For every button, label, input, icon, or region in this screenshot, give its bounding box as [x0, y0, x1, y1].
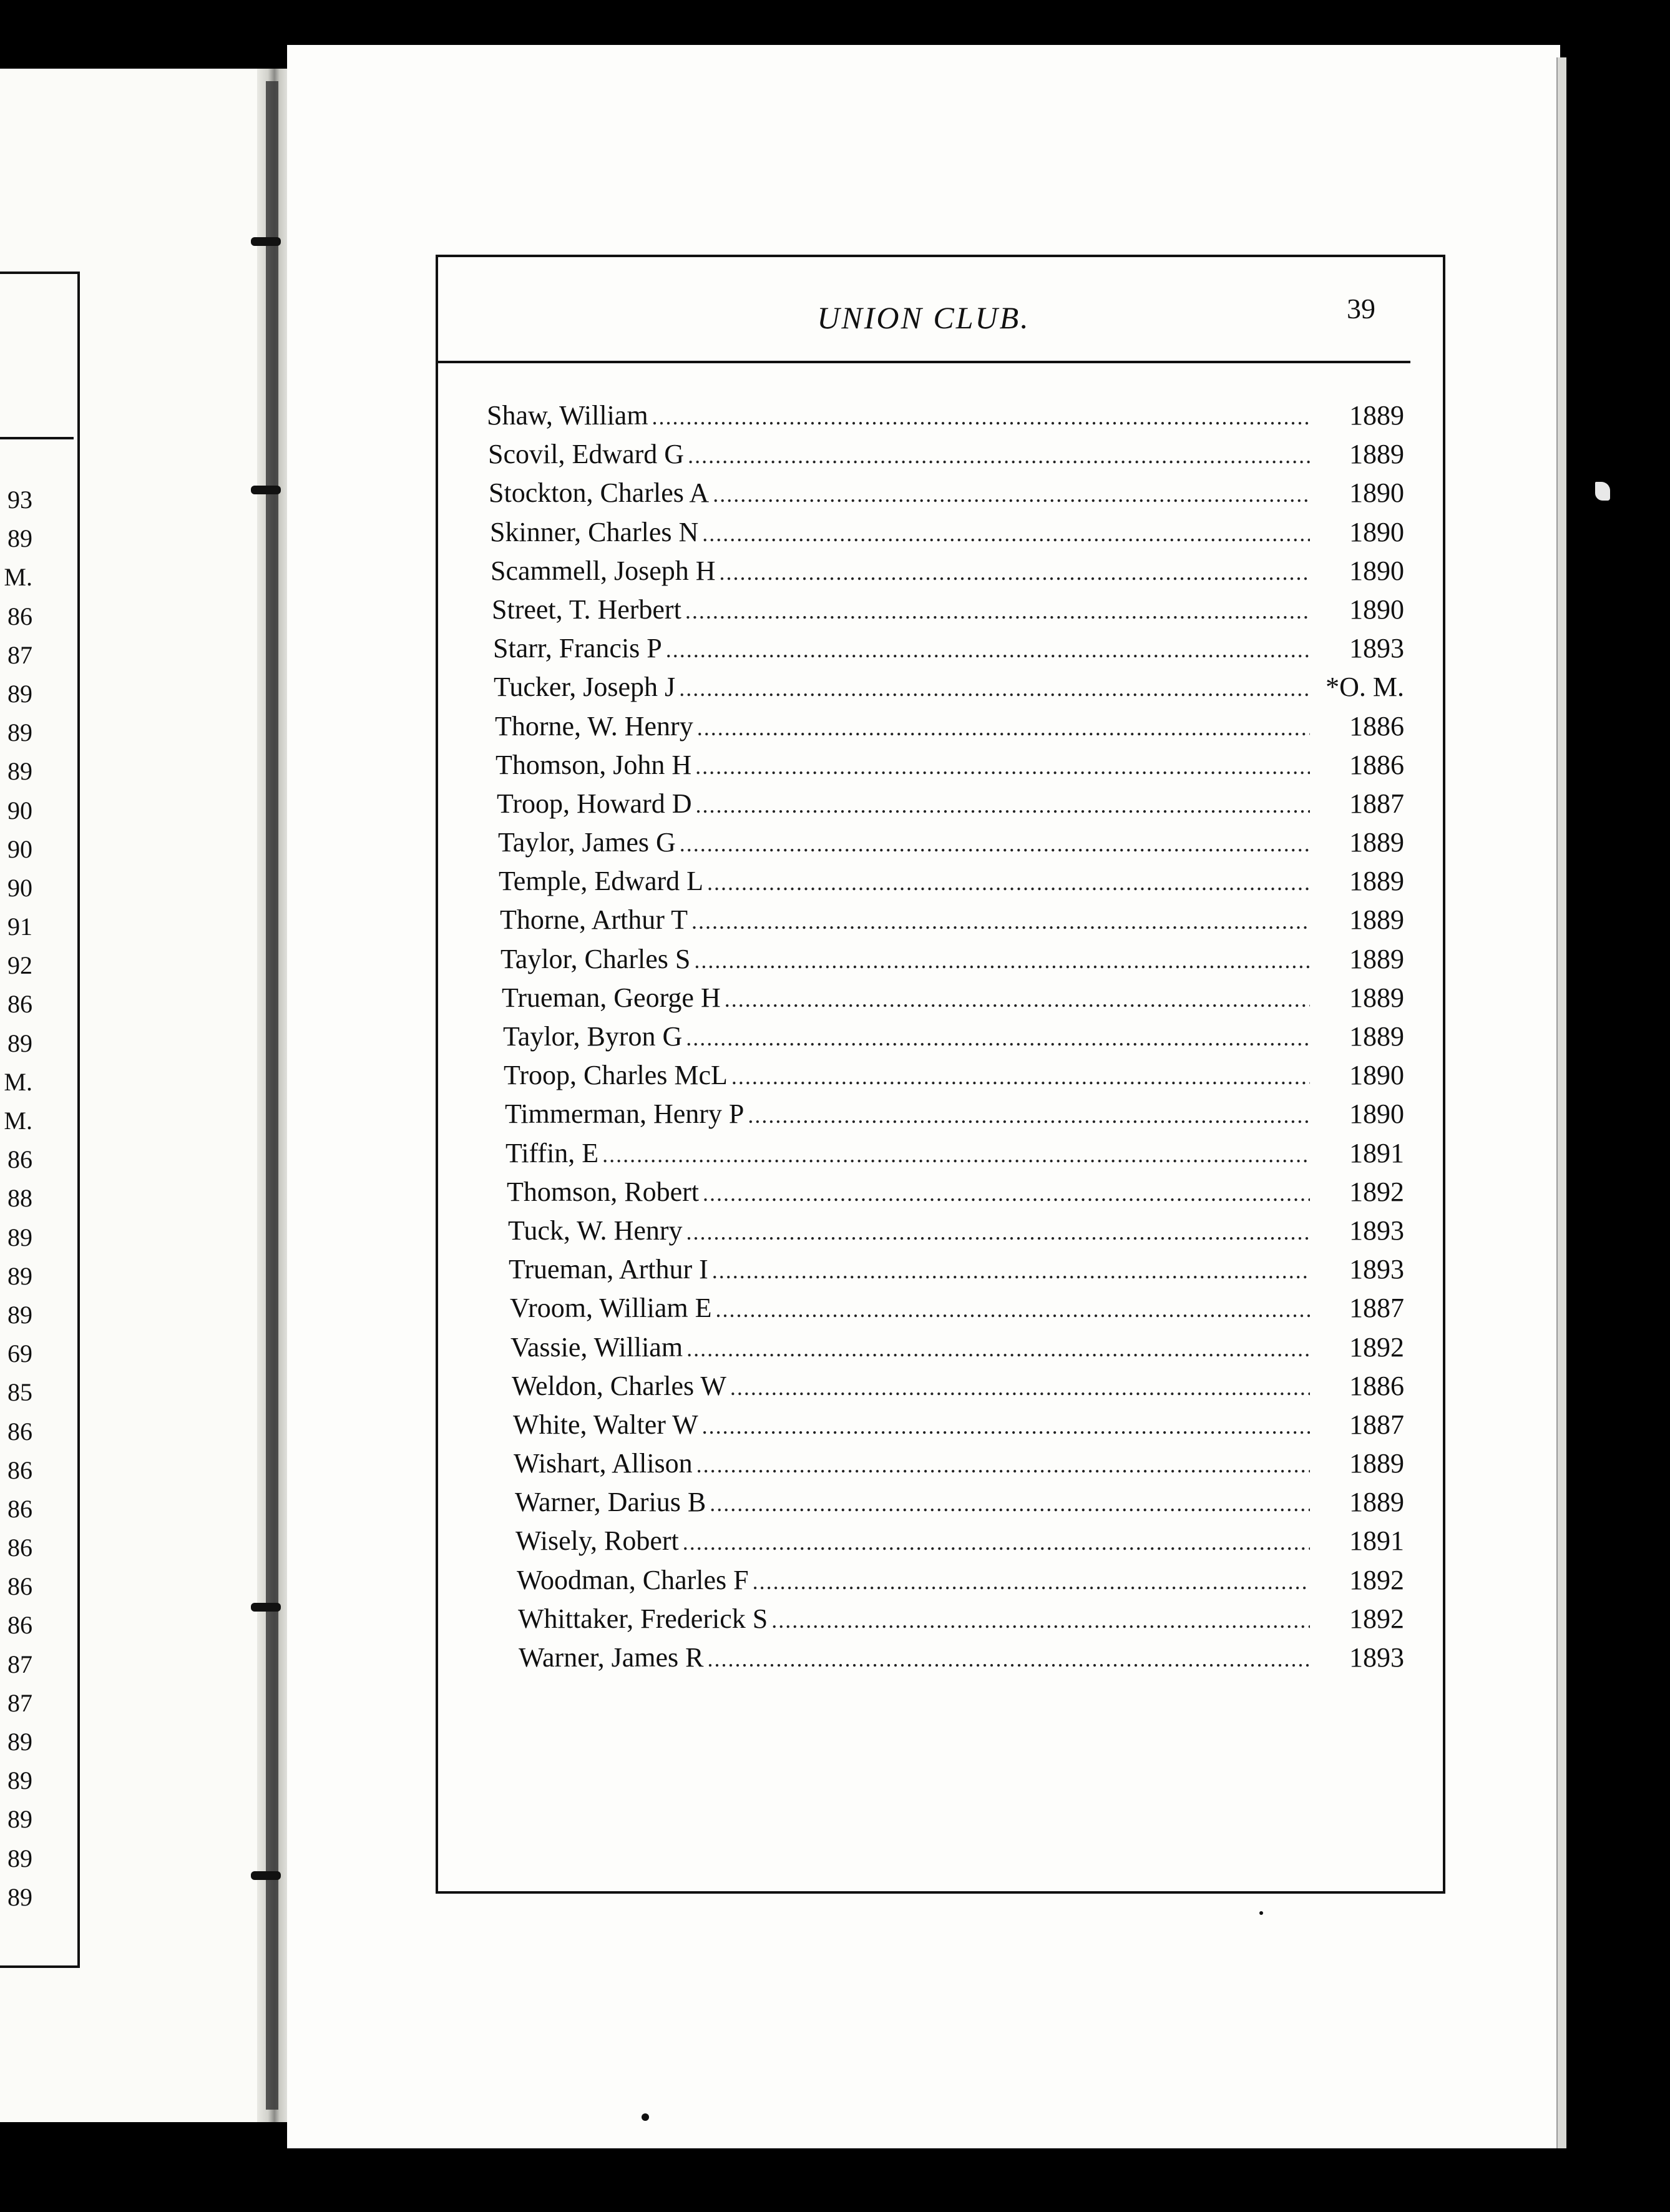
previous-page-year: 69 — [7, 1339, 32, 1368]
member-year: 1890 — [1349, 516, 1404, 547]
dot-leader — [602, 1142, 1310, 1168]
previous-page-year: 89 — [7, 679, 32, 708]
member-entry — [487, 1603, 1404, 1642]
member-year: 1893 — [1349, 633, 1404, 664]
member-name: Tucker, Joseph J — [494, 672, 676, 703]
member-name: Stockton, Charles A — [489, 477, 710, 509]
member-year: 1889 — [1349, 1487, 1404, 1518]
previous-page — [0, 69, 257, 2122]
member-year: *O. M. — [1326, 672, 1404, 703]
member-year: 1886 — [1349, 1370, 1404, 1401]
binding-stitch — [251, 1603, 281, 1612]
member-entry — [487, 1486, 1404, 1525]
dot-leader — [683, 1529, 1310, 1555]
dot-leader — [652, 404, 1310, 430]
member-entry — [487, 1215, 1404, 1253]
member-name: Starr, Francis P — [493, 633, 662, 664]
member-entry — [487, 904, 1404, 942]
dot-leader — [696, 1452, 1310, 1478]
member-entry — [487, 1137, 1404, 1176]
binding-stitch — [251, 1871, 281, 1880]
member-list — [487, 399, 1404, 1680]
page-edge — [1556, 57, 1566, 2148]
member-year: 1890 — [1349, 1060, 1404, 1091]
member-year: 1892 — [1349, 1176, 1404, 1207]
dot-leader — [725, 986, 1310, 1012]
member-name: Whittaker, Frederick S — [518, 1603, 768, 1634]
previous-page-year: 92 — [7, 951, 32, 980]
member-name: Trueman, George H — [502, 982, 721, 1013]
member-name: Taylor, Charles S — [501, 943, 691, 974]
member-name: Warner, James R — [519, 1642, 704, 1673]
member-entry — [487, 710, 1404, 749]
member-entry — [487, 1409, 1404, 1447]
member-year: 1890 — [1349, 594, 1404, 625]
previous-page-year: 89 — [7, 1805, 32, 1834]
member-name: Temple, Edward L — [499, 866, 704, 897]
dot-leader — [697, 715, 1310, 741]
previous-page-year-column — [0, 481, 32, 1917]
previous-page-year: 87 — [7, 1650, 32, 1678]
member-entry — [487, 594, 1404, 632]
member-entry — [487, 632, 1404, 671]
dot-leader — [731, 1064, 1310, 1090]
member-name: Scovil, Edward G — [488, 439, 685, 470]
member-year: 1890 — [1349, 555, 1404, 586]
member-name: Thorne, Arthur T — [500, 904, 688, 936]
dot-leader — [686, 1219, 1310, 1245]
member-name: Warner, Darius B — [515, 1487, 706, 1518]
member-name: Skinner, Charles N — [490, 516, 699, 547]
member-name: Tuck, W. Henry — [508, 1215, 683, 1246]
member-entry — [487, 399, 1404, 438]
member-name: Weldon, Charles W — [512, 1370, 726, 1401]
member-year: 1887 — [1349, 788, 1404, 819]
member-entry — [487, 1059, 1404, 1098]
member-entry — [487, 555, 1404, 594]
running-head-title: UNION CLUB. — [817, 300, 1030, 335]
ink-speck — [1595, 482, 1610, 501]
previous-page-year: 86 — [7, 602, 32, 630]
member-year: 1889 — [1349, 1021, 1404, 1052]
dot-leader — [686, 1336, 1310, 1362]
member-year: 1887 — [1349, 1409, 1404, 1440]
previous-page-year: 86 — [7, 990, 32, 1019]
previous-page-year: 90 — [7, 834, 32, 863]
member-name: Vroom, William E — [510, 1293, 712, 1324]
dot-leader — [713, 481, 1310, 507]
dot-leader — [688, 443, 1310, 469]
member-year: 1893 — [1349, 1215, 1404, 1246]
dot-leader — [712, 1258, 1310, 1284]
dot-leader — [666, 637, 1310, 663]
member-entry — [487, 1098, 1404, 1137]
member-year: 1889 — [1349, 904, 1404, 936]
dot-leader — [685, 598, 1310, 624]
previous-page-year: M. — [4, 1107, 32, 1135]
member-year: 1892 — [1349, 1331, 1404, 1363]
member-entry — [487, 1370, 1404, 1409]
member-entry — [487, 1176, 1404, 1215]
previous-page-year: 86 — [7, 1534, 32, 1562]
previous-page-year: 86 — [7, 1494, 32, 1523]
previous-page-year: 89 — [7, 1261, 32, 1290]
member-name: Scammell, Joseph H — [491, 555, 716, 586]
member-year: 1891 — [1349, 1525, 1404, 1557]
member-name: Street, T. Herbert — [492, 594, 681, 625]
previous-page-year: 88 — [7, 1184, 32, 1213]
member-entry — [487, 943, 1404, 982]
member-entry — [487, 516, 1404, 555]
previous-page-year: 89 — [7, 757, 32, 786]
dot-leader — [696, 792, 1311, 818]
previous-page-year: 89 — [7, 524, 32, 553]
previous-page-year: 86 — [7, 1145, 32, 1174]
member-year: 1889 — [1349, 982, 1404, 1013]
member-year: 1889 — [1349, 400, 1404, 431]
dot-leader — [730, 1374, 1310, 1401]
previous-page-year: 86 — [7, 1456, 32, 1484]
member-name: Vassie, William — [510, 1331, 683, 1363]
previous-page-year: 90 — [7, 873, 32, 902]
member-entry — [487, 982, 1404, 1020]
dot-leader — [702, 1413, 1310, 1439]
member-entry — [487, 1642, 1404, 1680]
previous-page-year: 89 — [7, 1766, 32, 1795]
member-name: Taylor, Byron G — [503, 1021, 683, 1052]
dot-leader — [707, 869, 1310, 896]
member-entry — [487, 671, 1404, 710]
member-entry — [487, 1020, 1404, 1059]
member-name: Troop, Charles McL — [504, 1060, 728, 1091]
previous-page-year: M. — [4, 1067, 32, 1096]
previous-page-header-rule — [0, 437, 74, 439]
member-year: 1886 — [1349, 710, 1404, 741]
dot-leader — [707, 1646, 1310, 1672]
dot-leader — [702, 521, 1310, 547]
member-year: 1889 — [1349, 1448, 1404, 1479]
dot-leader — [748, 1102, 1310, 1128]
header-rule — [437, 361, 1410, 363]
member-year: 1890 — [1349, 477, 1404, 509]
previous-page-year: M. — [4, 563, 32, 592]
member-entry — [487, 826, 1404, 865]
dot-leader — [716, 1296, 1310, 1323]
member-year: 1887 — [1349, 1293, 1404, 1324]
binding-stitch — [251, 237, 281, 246]
previous-page-year: 89 — [7, 1300, 32, 1329]
dot-leader — [753, 1568, 1310, 1595]
member-year: 1889 — [1349, 866, 1404, 897]
member-year: 1893 — [1349, 1254, 1404, 1285]
previous-page-year: 86 — [7, 1417, 32, 1446]
member-name: Thomson, Robert — [507, 1176, 699, 1207]
member-name: Thomson, John H — [496, 749, 692, 780]
member-name: Timmerman, Henry P — [505, 1099, 745, 1130]
member-year: 1892 — [1349, 1603, 1404, 1634]
dot-leader — [703, 1180, 1310, 1206]
dot-leader — [679, 675, 1310, 702]
member-name: White, Walter W — [513, 1409, 698, 1440]
previous-page-year: 89 — [7, 1844, 32, 1872]
member-year: 1890 — [1349, 1099, 1404, 1130]
dot-leader — [691, 908, 1310, 934]
member-entry — [487, 1253, 1404, 1292]
previous-page-year: 93 — [7, 486, 32, 514]
member-entry — [487, 749, 1404, 788]
previous-page-year: 86 — [7, 1611, 32, 1640]
previous-page-year: 90 — [7, 796, 32, 825]
member-year: 1889 — [1349, 439, 1404, 470]
previous-page-year: 85 — [7, 1378, 32, 1407]
previous-page-year: 89 — [7, 1882, 32, 1911]
member-name: Shaw, William — [487, 400, 648, 431]
previous-page-year: 87 — [7, 1688, 32, 1717]
previous-page-year: 87 — [7, 640, 32, 669]
member-name: Wishart, Allison — [514, 1448, 693, 1479]
dot-leader — [720, 559, 1310, 585]
member-entry — [487, 477, 1404, 516]
member-year: 1886 — [1349, 749, 1404, 780]
member-name: Troop, Howard D — [497, 788, 692, 819]
dot-leader — [686, 1025, 1310, 1051]
binding-shadow — [266, 81, 278, 2110]
member-entry — [487, 1331, 1404, 1370]
member-name: Woodman, Charles F — [517, 1564, 749, 1595]
previous-page-year: 89 — [7, 1029, 32, 1057]
dot-leader — [771, 1607, 1310, 1633]
member-entry — [487, 865, 1404, 904]
member-entry — [487, 438, 1404, 477]
ink-speck — [1259, 1911, 1263, 1915]
member-year: 1892 — [1349, 1564, 1404, 1595]
member-year: 1889 — [1349, 943, 1404, 974]
member-name: Thorne, W. Henry — [495, 710, 693, 741]
member-entry — [487, 788, 1404, 826]
dot-leader — [680, 831, 1310, 857]
member-name: Taylor, James G — [498, 827, 676, 858]
binding-stitch — [251, 486, 281, 494]
previous-page-year: 89 — [7, 718, 32, 747]
dot-leader — [694, 947, 1310, 974]
previous-page-year: 86 — [7, 1572, 32, 1601]
previous-page-year: 89 — [7, 1728, 32, 1756]
member-name: Wisely, Robert — [515, 1525, 679, 1557]
dot-leader — [710, 1490, 1310, 1517]
previous-page-year: 89 — [7, 1223, 32, 1251]
ink-speck — [642, 2113, 649, 2121]
member-name: Trueman, Arthur I — [509, 1254, 708, 1285]
member-entry — [487, 1292, 1404, 1331]
member-year: 1889 — [1349, 827, 1404, 858]
member-entry — [487, 1564, 1404, 1603]
member-year: 1893 — [1349, 1642, 1404, 1673]
member-entry — [487, 1447, 1404, 1486]
member-year: 1891 — [1349, 1137, 1404, 1168]
page-number: 39 — [1347, 293, 1375, 325]
member-name: Tiffin, E — [505, 1137, 599, 1168]
dot-leader — [695, 753, 1310, 780]
previous-page-year: 91 — [7, 913, 32, 941]
member-entry — [487, 1525, 1404, 1564]
